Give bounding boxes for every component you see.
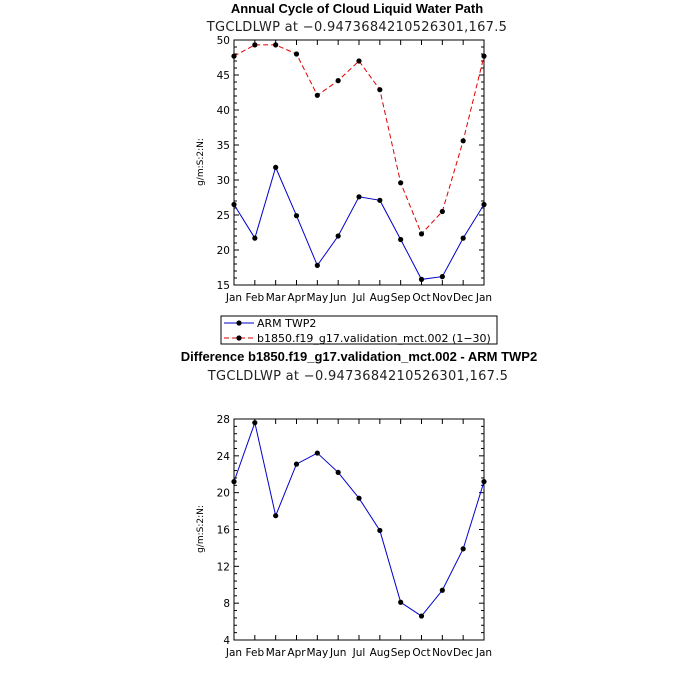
chart1-ytick-label: 15	[216, 280, 230, 292]
chart2-title: Difference b1850.f19_g17.validation_mct.002 - ARM TWP2	[180, 349, 538, 364]
chart2-ytick-label: 16	[216, 524, 230, 537]
chart1-xtick-label: Jan	[225, 292, 243, 304]
chart2-xtick-label: Feb	[245, 647, 265, 659]
chart1-series-1-point	[398, 180, 403, 185]
chart2-frame	[234, 419, 484, 640]
chart1-plot	[217, 35, 492, 304]
chart1-series-0-point	[336, 233, 341, 238]
chart1-xtick-label: Aug	[369, 292, 391, 304]
chart1-series-1-point	[294, 51, 299, 56]
chart1-ytick-label: 35	[216, 140, 230, 152]
chart1-title: Annual Cycle of Cloud Liquid Water Path	[230, 1, 484, 16]
chart2-xtick-label: Aug	[369, 647, 391, 659]
chart2-plot	[217, 414, 492, 659]
chart1-series-0-point	[377, 198, 382, 203]
chart2-series-0-point	[336, 470, 341, 475]
chart1-series-1-point	[252, 42, 257, 47]
chart1-ytick-label: 50	[216, 35, 230, 47]
chart1-xtick-label: Oct	[412, 292, 431, 304]
chart2-xtick-label: Mar	[265, 647, 286, 659]
chart2-xtick-label: Jan	[225, 647, 243, 659]
chart2-series-0-point	[461, 546, 466, 551]
chart1-series-0-point	[231, 202, 236, 207]
chart2-ytick-label: 8	[223, 598, 230, 611]
chart1-xtick-label: Mar	[265, 292, 286, 304]
chart2-xtick-label: Jul	[352, 647, 366, 659]
chart1-ytick-label: 25	[216, 210, 230, 222]
chart2-series-0-point	[398, 600, 403, 605]
chart1-series-0-point	[315, 263, 320, 268]
chart2-xtick-label: Dec	[453, 647, 474, 659]
chart2-series-0-point	[315, 450, 320, 455]
chart2-ytick-label: 24	[216, 450, 230, 463]
chart1-series-0-point	[398, 237, 403, 242]
chart1-series-0-point	[356, 194, 361, 199]
chart1-xtick-label: Sep	[390, 292, 411, 304]
chart1-ytick-label: 20	[216, 245, 230, 257]
chart1-ytick-label: 40	[216, 105, 230, 117]
chart1-series-1-point	[356, 58, 361, 63]
chart2-series-0-line	[234, 423, 484, 616]
chart1-subtitle: TGCLDLWP at −0.9473684210526301,167.5	[206, 20, 508, 35]
chart2-ytick-label: 28	[216, 414, 230, 426]
chart1-series-0-point	[481, 202, 486, 207]
chart1-series-1-point	[481, 54, 486, 59]
chart1-xtick-label: Apr	[287, 292, 306, 304]
chart2-xtick-label: Jun	[329, 647, 347, 659]
chart1-series-0-point	[273, 165, 278, 170]
chart1-xtick-label: Jun	[329, 292, 347, 304]
legend-marker-arm	[236, 320, 241, 325]
chart2-series-0-point	[356, 496, 361, 501]
chart2-series-0-point	[294, 462, 299, 467]
chart2-xtick-label: Jan	[475, 647, 493, 659]
chart1-ylabel: g/m:S:2:N:	[196, 138, 206, 186]
chart2-series-0-point	[231, 479, 236, 484]
chart2-xtick-label: Oct	[412, 647, 431, 659]
chart1-xtick-label: Feb	[245, 292, 265, 304]
chart2-ytick-label: 4	[223, 635, 230, 647]
chart2-ytick-label: 20	[216, 487, 230, 500]
chart2-xtick-label: May	[306, 647, 329, 659]
chart1-series-1-point	[419, 231, 424, 236]
chart1-xtick-label: Nov	[432, 292, 453, 304]
legend-label-model: b1850.f19_g17.validation_mct.002 (1−30)	[257, 332, 491, 345]
chart1-series-0-point	[252, 236, 257, 241]
chart2-series-0-point	[419, 613, 424, 618]
chart2-xtick-label: Apr	[287, 647, 306, 659]
chart1-xtick-label: Jul	[352, 292, 366, 304]
chart1-ytick-label: 30	[216, 175, 230, 187]
chart1-series-1-point	[461, 138, 466, 143]
chart2-series-0-point	[377, 528, 382, 533]
chart1-series-0-line	[234, 167, 484, 279]
chart1-xtick-label: Jan	[475, 292, 493, 304]
chart2-xtick-label: Sep	[390, 647, 411, 659]
legend-label-arm: ARM TWP2	[257, 317, 317, 330]
chart2-ylabel: g/m:S:2:N:	[196, 505, 206, 553]
chart1-series-1-point	[315, 93, 320, 98]
chart1-legend	[221, 316, 497, 345]
chart1-series-1-point	[336, 78, 341, 83]
chart2-ytick-label: 12	[216, 561, 230, 574]
chart1-ytick-label: 45	[216, 70, 230, 82]
chart1-series-1-line	[234, 45, 484, 234]
chart1-series-1-point	[273, 42, 278, 47]
chart2-series-0-point	[252, 420, 257, 425]
chart2-subtitle: TGCLDLWP at −0.9473684210526301,167.5	[207, 369, 509, 384]
chart1-series-0-point	[461, 236, 466, 241]
legend-marker-model	[236, 335, 241, 340]
chart2-series-0-point	[481, 479, 486, 484]
chart2-series-0-point	[273, 513, 278, 518]
chart2-xtick-label: Nov	[432, 647, 453, 659]
chart1-xtick-label: May	[306, 292, 329, 304]
chart1-series-1-point	[440, 209, 445, 214]
chart1-series-0-point	[440, 274, 445, 279]
chart1-series-0-point	[419, 277, 424, 282]
chart2-series-0-point	[440, 588, 445, 593]
chart1-series-1-point	[377, 87, 382, 92]
chart1-series-0-point	[294, 213, 299, 218]
chart1-series-1-point	[231, 54, 236, 59]
chart1-frame	[234, 40, 484, 285]
chart1-xtick-label: Dec	[453, 292, 474, 304]
